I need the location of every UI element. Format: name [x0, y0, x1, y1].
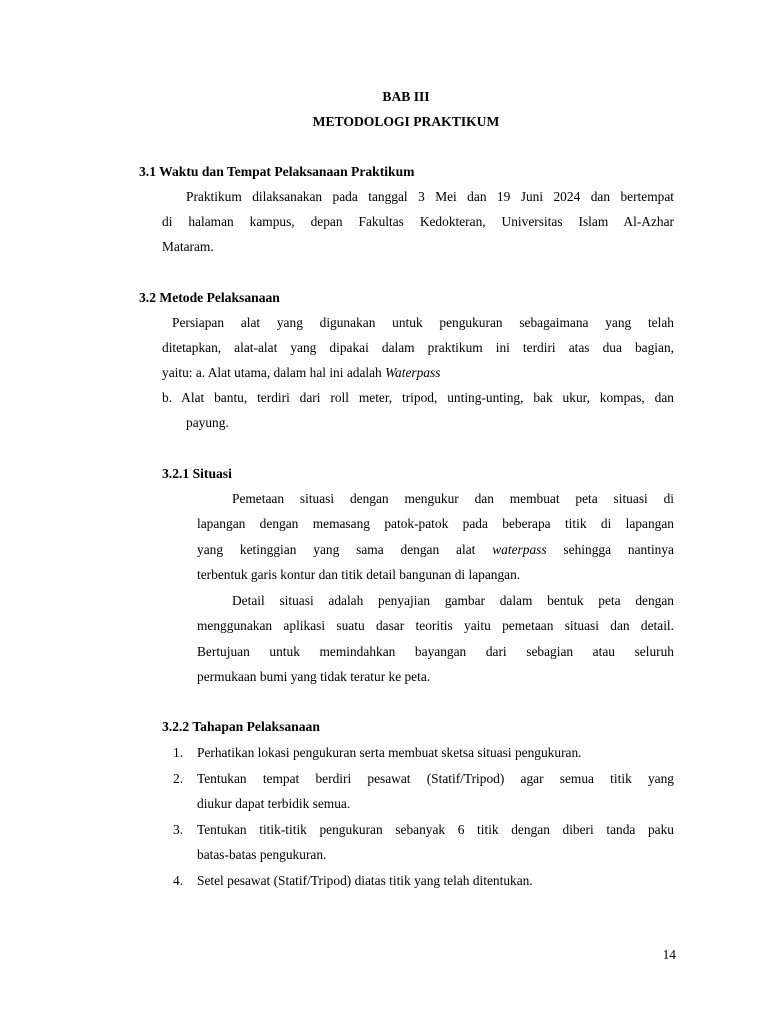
list-item-number: 3.: [173, 822, 184, 837]
list-item-3-line-2: batas-batas pengukuran.: [197, 847, 327, 862]
section-3-2-heading: 3.2 Metode Pelaksanaan: [139, 290, 280, 305]
situasi-p1-line-2: lapangan dengan memasang patok-patok pada beberapa titik di lapangan: [197, 516, 674, 531]
situasi-p2-line-3: Bertujuan untuk memindahkan bayangan dari sebagian atau seluruh: [197, 644, 674, 659]
situasi-p1-line-3-prefix: yang ketinggian yang sama dengan alat: [197, 542, 493, 557]
list-item-3-line-1: Tentukan titik-titik pengukuran sebanyak 6 titik dengan diberi tanda paku: [197, 822, 674, 837]
chapter-label: BAB III: [382, 89, 430, 104]
waterpass-term: Waterpass: [385, 365, 441, 380]
situasi-p2-line-1: Detail situasi adalah penyajian gambar dalam bentuk peta dengan: [232, 593, 674, 608]
list-item-number: 1.: [173, 745, 184, 760]
section-3-2-1-heading: 3.2.1 Situasi: [162, 466, 232, 481]
situasi-p2-line-2: menggunakan aplikasi suatu dasar teoritis yaitu pemetaan situasi dan detail.: [197, 618, 674, 633]
section-3-2-2-heading: 3.2.2 Tahapan Pelaksanaan: [162, 719, 320, 734]
situasi-p1-line-3-suffix: sehingga nantinya: [546, 542, 675, 557]
section-3-1-line-1: Praktikum dilaksanakan pada tanggal 3 Mei dan 19 Juni 2024 dan bertempat: [186, 189, 674, 204]
section-3-2-item-b-line-1: b. Alat bantu, terdiri dari roll meter, tripod, unting-unting, bak ukur, kompas, dan: [162, 390, 674, 405]
list-item-number: 2.: [173, 771, 184, 786]
section-3-1-line-2: di halaman kampus, depan Fakultas Kedokteran, Universitas Islam Al-Azhar: [162, 214, 674, 229]
section-3-1-line-3: Mataram.: [162, 239, 214, 254]
section-3-1-heading: 3.1 Waktu dan Tempat Pelaksanaan Praktikum: [139, 164, 415, 179]
situasi-p2-line-4: permukaan bumi yang tidak teratur ke peta.: [197, 669, 431, 684]
waterpass-term-2: waterpass: [492, 542, 547, 557]
list-item-2-line-1: Tentukan tempat berdiri pesawat (Statif/Tripod) agar semua titik yang: [197, 771, 674, 786]
list-item-number: 4.: [173, 873, 184, 888]
page-number: 14: [662, 947, 676, 962]
section-3-2-item-b-line-2: payung.: [186, 415, 229, 430]
situasi-p1-line-4: terbentuk garis kontur dan titik detail bangunan di lapangan.: [197, 567, 521, 582]
list-item-1-line-1: Perhatikan lokasi pengukuran serta membuat sketsa situasi pengukuran.: [197, 745, 582, 760]
list-item-4-line-1: Setel pesawat (Statif/Tripod) diatas titik yang telah ditentukan.: [197, 873, 533, 888]
list-item-2-line-2: diukur dapat terbidik semua.: [197, 796, 351, 811]
situasi-p1-line-3: [197, 542, 674, 558]
chapter-title: METODOLOGI PRAKTIKUM: [312, 114, 500, 129]
section-3-2-line-3: [162, 365, 440, 381]
situasi-p1-line-1: Pemetaan situasi dengan mengukur dan membuat peta situasi di: [232, 491, 674, 506]
section-3-2-line-2: ditetapkan, alat-alat yang dipakai dalam praktikum ini terdiri atas dua bagian,: [162, 340, 674, 355]
section-3-2-line-1: Persiapan alat yang digunakan untuk pengukuran sebagaimana yang telah: [172, 315, 674, 330]
section-3-2-line-3-text: yaitu: a. Alat utama, dalam hal ini adalah: [162, 365, 386, 380]
